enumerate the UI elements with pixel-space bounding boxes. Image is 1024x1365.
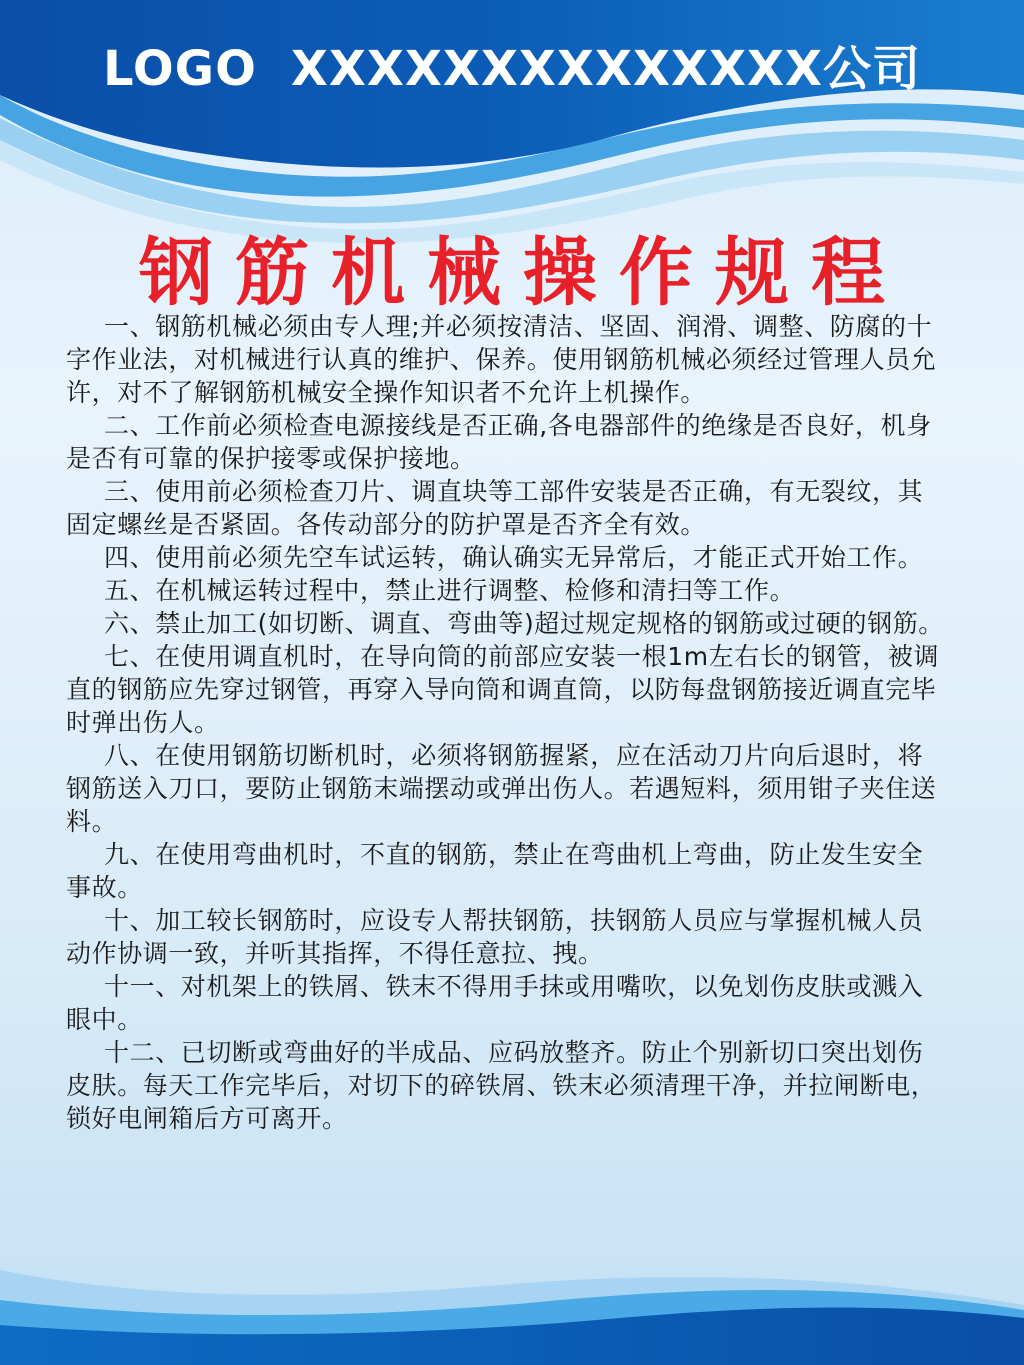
rule-paragraph: 六、禁止加工(如切断、调直、弯曲等)超过规定规格的钢筋或过硬的钢筋。	[104, 609, 944, 638]
company-header	[0, 30, 1024, 99]
rule-paragraph: 九、在使用弯曲机时，不直的钢筋，禁止在弯曲机上弯曲，防止发生安全事故。	[66, 840, 924, 902]
rule-paragraph: 八、在使用钢筋切断机时，必须将钢筋握紧，应在活动刀片向后退时，将钢筋送入刀口，要防止钢筋末端摆动或弹出伤人。若遇短料，须用钳子夹住送料。	[66, 741, 937, 836]
rule-paragraph: 十、加工较长钢筋时，应设专人帮扶钢筋，扶钢筋人员应与掌握机械人员动作协调一致，并听其指挥，不得任意拉、拽。	[66, 906, 924, 968]
rules-body	[66, 310, 946, 1135]
rule-paragraph: 四、使用前必须先空车试运转，确认确实无异常后，才能正式开始工作。	[104, 543, 924, 572]
rule-paragraph: 五、在机械运转过程中，禁止进行调整、检修和清扫等工作。	[104, 576, 796, 605]
company-name: XXXXXXXXXXXXXX公司	[290, 41, 921, 97]
rule-paragraph: 十一、对机架上的铁屑、铁末不得用手抹或用嘴吹，以免划伤皮肤或溅入眼中。	[66, 972, 924, 1034]
logo-text: LOGO	[102, 41, 257, 97]
rule-paragraph: 三、使用前必须检查刀片、调直块等工部件安装是否正确，有无裂纹，其固定螺丝是否紧固。各传动部分的防护罩是否齐全有效。	[66, 477, 924, 539]
rule-paragraph: 二、工作前必须检查电源接线是否正确,各电器部件的绝缘是否良好，机身是否有可靠的保护接零或保护接地。	[66, 411, 932, 473]
rule-paragraph: 一、钢筋机械必须由专人理;并必须按清洁、坚固、润滑、调整、防腐的十字作业法，对机械进行认真的维护、保养。使用钢筋机械必须经过管理人员允许，对不了解钢筋机械安全操作知识者不允许上机操作。	[66, 312, 937, 407]
rule-paragraph: 十二、已切断或弯曲好的半成品、应码放整齐。防止个别新切口突出划伤皮肤。每天工作完毕后，对切下的碎铁屑、铁末必须清理干净，并拉闸断电，锁好电闸箱后方可离开。	[66, 1038, 937, 1133]
rule-paragraph: 七、在使用调直机时，在导向筒的前部应安装一根1m左右长的钢管，被调直的钢筋应先穿过钢管，再穿入导向筒和调直筒，以防每盘钢筋接近调直完毕时弹出伤人。	[66, 642, 940, 737]
page-title: 钢筋机械操作规程	[139, 230, 907, 316]
